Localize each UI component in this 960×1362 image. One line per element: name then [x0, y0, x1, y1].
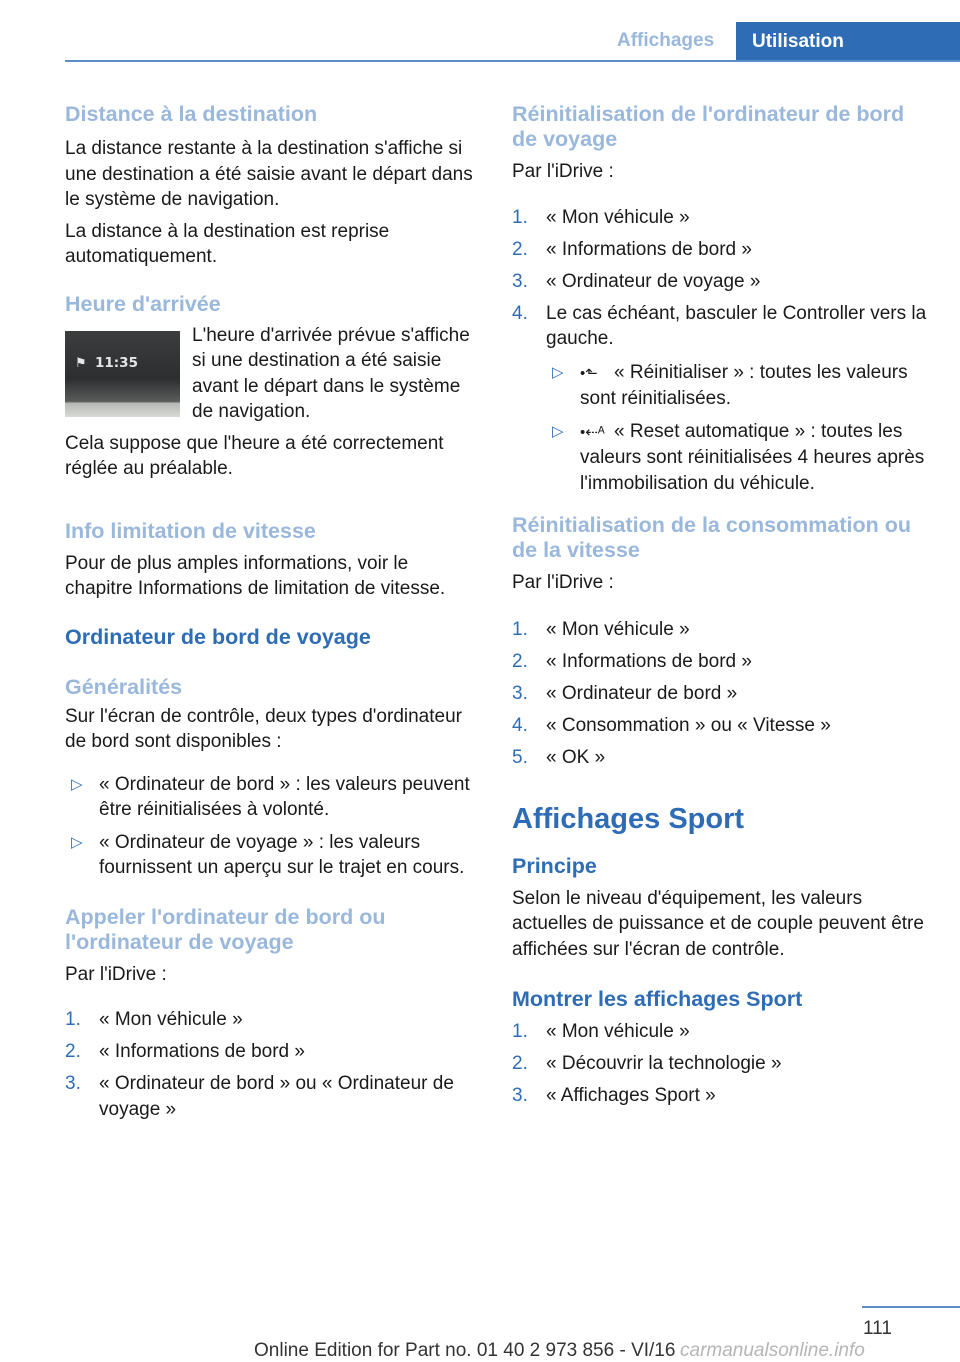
- section-tab-affichages: Affichages: [617, 30, 715, 51]
- heading-reset-computer: Réinitialisation de l'ordinateur de bord de voyage: [512, 102, 905, 151]
- page-header: [0, 0, 960, 62]
- heading-arrival-time: Heure d'arrivée: [65, 291, 221, 316]
- list-item: 1. « Mon véhicule »: [512, 618, 690, 640]
- sub-bullet-list: [546, 360, 927, 497]
- step-list: [65, 1007, 480, 1122]
- list-item: 2. « Informations de bord »: [512, 238, 752, 260]
- list-item: ▷ « Ordinateur de voyage » : les valeurs fournissent un aperçu sur le trajet en cours.: [71, 831, 465, 878]
- triangle-bullet-icon: ▷: [71, 775, 83, 793]
- step-list: [512, 205, 927, 497]
- paragraph: Par l'iDrive :: [512, 161, 614, 182]
- heading-show-sport: Montrer les affichages Sport: [512, 987, 803, 1011]
- list-item: 2. « Informations de bord »: [512, 650, 752, 672]
- list-item: 1. « Mon véhicule »: [65, 1009, 243, 1030]
- right-column: [512, 102, 927, 1115]
- header-rule: [65, 60, 960, 62]
- list-item: ▷ « Ordinateur de bord » : les valeurs peuvent être réinitialisées à volonté.: [71, 773, 470, 820]
- left-column: [65, 102, 480, 1129]
- list-item: 5. « OK »: [512, 746, 606, 768]
- paragraph: Selon le niveau d'équipement, les valeurs actuelles de puissance et de couple peuvent être affichées sur l'écran de contrôle.: [512, 887, 924, 960]
- footer-rule: [862, 1306, 960, 1308]
- triangle-bullet-icon: ▷: [552, 422, 564, 440]
- list-item: 2. « Découvrir la technologie »: [512, 1053, 782, 1074]
- heading-reset-consumption: Réinitialisation de la consommation ou de la vitesse: [512, 513, 911, 562]
- paragraph: Cela suppose que l'heure a été correctement réglée au préalable.: [65, 432, 444, 479]
- list-item: 2. « Informations de bord »: [65, 1041, 305, 1062]
- heading-general: Généralités: [65, 674, 183, 699]
- list-item: 1. « Mon véhicule »: [512, 1021, 690, 1042]
- page-number: 111: [863, 1318, 892, 1339]
- paragraph: L'heure d'arrivée prévue s'affiche si une destination a été saisie avant le départ dans le système de navigation.: [192, 324, 470, 422]
- step-list: [512, 617, 927, 771]
- triangle-bullet-icon: ▷: [552, 363, 564, 381]
- paragraph: Pour de plus amples informations, voir le chapitre Informations de limitation de vitesse.: [65, 552, 446, 599]
- auto-reset-icon: •⇠ᴬ: [580, 423, 605, 441]
- arrival-time-display-image: [65, 331, 180, 417]
- clock-time: 11:35: [95, 354, 138, 371]
- list-item: ▷ •⬑ « Réinitialiser » : toutes les valeurs sont réinitialisées.: [552, 361, 908, 409]
- list-item: 4. « Consommation » ou « Vitesse »: [512, 714, 831, 736]
- reset-icon: •⬑: [580, 364, 598, 382]
- list-item: 3. « Ordinateur de bord »: [512, 682, 738, 704]
- paragraph: Par l'iDrive :: [512, 572, 614, 593]
- edition-note: Online Edition for Part no. 01 40 2 973 856 - VI/16: [254, 1340, 676, 1361]
- list-item: 1. « Mon véhicule »: [512, 206, 690, 228]
- triangle-bullet-icon: ▷: [71, 833, 83, 851]
- step-list: [512, 1019, 927, 1109]
- heading-trip-computer: Ordinateur de bord de voyage: [65, 624, 371, 649]
- heading-principle: Principe: [512, 853, 597, 878]
- arrival-section: [65, 323, 480, 482]
- paragraph: La distance à la destination est reprise automatiquement.: [65, 220, 390, 267]
- heading-sport-displays: Affichages Sport: [512, 802, 745, 835]
- list-item: 3. « Ordinateur de voyage »: [512, 270, 761, 292]
- list-item: 3. « Ordinateur de bord » ou « Ordinateur de voyage »: [65, 1073, 454, 1120]
- paragraph: Sur l'écran de contrôle, deux types d'ordinateur de bord sont disponibles :: [65, 705, 462, 752]
- flag-icon: ⚑: [75, 354, 87, 370]
- section-tab-utilisation: Utilisation: [736, 22, 960, 60]
- bullet-list: [65, 772, 480, 881]
- heading-distance: Distance à la destination: [65, 102, 318, 126]
- list-item: 4. Le cas échéant, basculer le Controller vers la gauche. ▷ •⬑ « Réinitialiser » : toutes les valeurs sont réinitialisées. ▷ •⇠ᴬ « Reset automatique » : toutes les valeurs sont réinitialisées 4 heures après l'immobilisation du véhicule.: [512, 301, 927, 497]
- paragraph: Par l'iDrive :: [65, 963, 167, 985]
- heading-call-computer: Appeler l'ordinateur de bord ou l'ordinateur de voyage: [65, 904, 386, 954]
- list-item: 3. « Affichages Sport »: [512, 1085, 716, 1106]
- list-item: ▷ •⇠ᴬ « Reset automatique » : toutes les valeurs sont réinitialisées 4 heures après l'immobilisation du véhicule.: [552, 420, 925, 494]
- paragraph: La distance restante à la destination s'affiche si une destination a été saisie avant le départ dans le système de navigation.: [65, 138, 473, 210]
- watermark: carmanualsonline.info: [680, 1340, 865, 1361]
- heading-speed-limit: Info limitation de vitesse: [65, 518, 316, 543]
